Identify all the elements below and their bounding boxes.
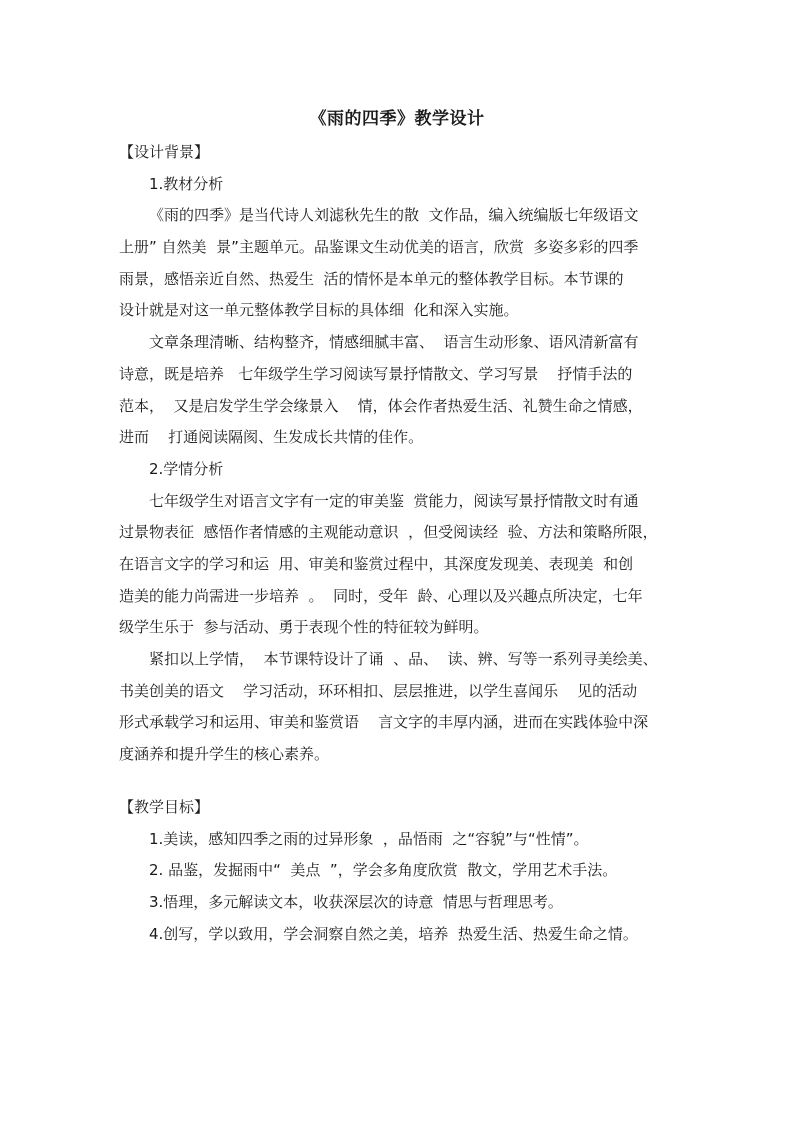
- paragraph-line: 造美的能力尚需进一步培养 。 同时，受年 龄、心理以及兴趣点所决定，七年: [119, 586, 643, 605]
- paragraph-line: 度涵养和提升学生的核心素养。: [119, 745, 330, 764]
- section-heading-background: 【设计背景】: [119, 143, 210, 161]
- paragraph-textbook-analysis-1: [119, 200, 679, 327]
- paragraph-line: 级学生乐于 参与活动、勇于表现个性的特征较为鲜明。: [119, 618, 489, 637]
- paragraph-line: 过景物表征 感悟作者情感的主观能动意识 ，但受阅读经 验、方法和策略所限，: [119, 523, 658, 542]
- paragraph-line: 诗意，既是培养 七年级学生学习阅读写景抒情散文、学习写景 抒情手法的: [119, 364, 633, 383]
- paragraph-line: 形式承载学习和运用、审美和鉴赏语 言文字的丰厚内涵，进而在实践体验中深: [119, 713, 649, 732]
- paragraph-line: 范本， 又是启发学生学会缘景入 情，体会作者热爱生活、礼赞生命之情感，: [119, 396, 643, 415]
- paragraph-line: 书美创美的语文 学习活动，环环相扣、层层推进，以学生喜闻乐 见的活动: [119, 681, 638, 700]
- paragraph-student-analysis-1: [119, 486, 679, 644]
- paragraph-textbook-analysis-2: [119, 327, 679, 454]
- paragraph-line: 紧扣以上学情， 本节课特设计了诵 、品、 读、辨、写等一系列寻美绘美、: [149, 650, 658, 668]
- paragraph-line: 文章条理清晰、结构整齐，情感细腻丰富、 语言生动形象、语风清新富有: [149, 333, 639, 352]
- paragraph-line: 七年级学生对语言文字有一定的审美鉴 赏能力，阅读写景抒情散文时有通: [149, 491, 639, 510]
- design-background-section: [119, 137, 679, 771]
- objective-item: 2. 品鉴，发掘雨中“ 美点 ”，学会多角度欣赏 散文，学用艺术手法。: [149, 861, 618, 880]
- paragraph-line: 《雨的四季》是当代诗人刘滤秋先生的散 文作品，编入统编版七年级语文: [149, 206, 639, 225]
- objective-item: 4.创写，学以致用，学会洞察自然之美，培养 热爱生活、热爱生命之情。: [149, 924, 638, 943]
- paragraph-line: 设计就是对这一单元整体教学目标的具体细 化和深入实施。: [119, 301, 519, 320]
- paragraph-line: 雨景，感悟亲近自然、热爱生 活的情怀是本单元的整体教学目标。本节课的: [119, 269, 624, 288]
- paragraph-student-analysis-2: [119, 644, 679, 771]
- objective-item: 3.悟理，多元解读文本，收获深层次的诗意 情思与哲理思考。: [149, 893, 563, 912]
- teaching-objectives-section: [119, 792, 679, 950]
- paragraph-line: 进而 打通阅读隔阂、生发成长共情的佳作。: [119, 428, 424, 447]
- section-heading-objectives: 【教学目标】: [119, 798, 210, 816]
- document-title: 《雨的四季》教学设计: [309, 109, 485, 129]
- subheading-student-analysis: 2.学情分析: [149, 459, 224, 478]
- subheading-textbook-analysis: 1.教材分析: [149, 174, 224, 193]
- objective-item: 1.美读，感知四季之雨的过异形象 ，品悟雨 之“容貌”与“性情”。: [149, 829, 589, 848]
- paragraph-line: 在语言文字的学习和运 用、审美和鉴赏过程中，其深度发现美、表现美 和创: [119, 554, 634, 573]
- paragraph-line: 上册” 自然美 景”主题单元。品鉴课文生动优美的语言，欣赏 多姿多彩的四季: [119, 238, 639, 257]
